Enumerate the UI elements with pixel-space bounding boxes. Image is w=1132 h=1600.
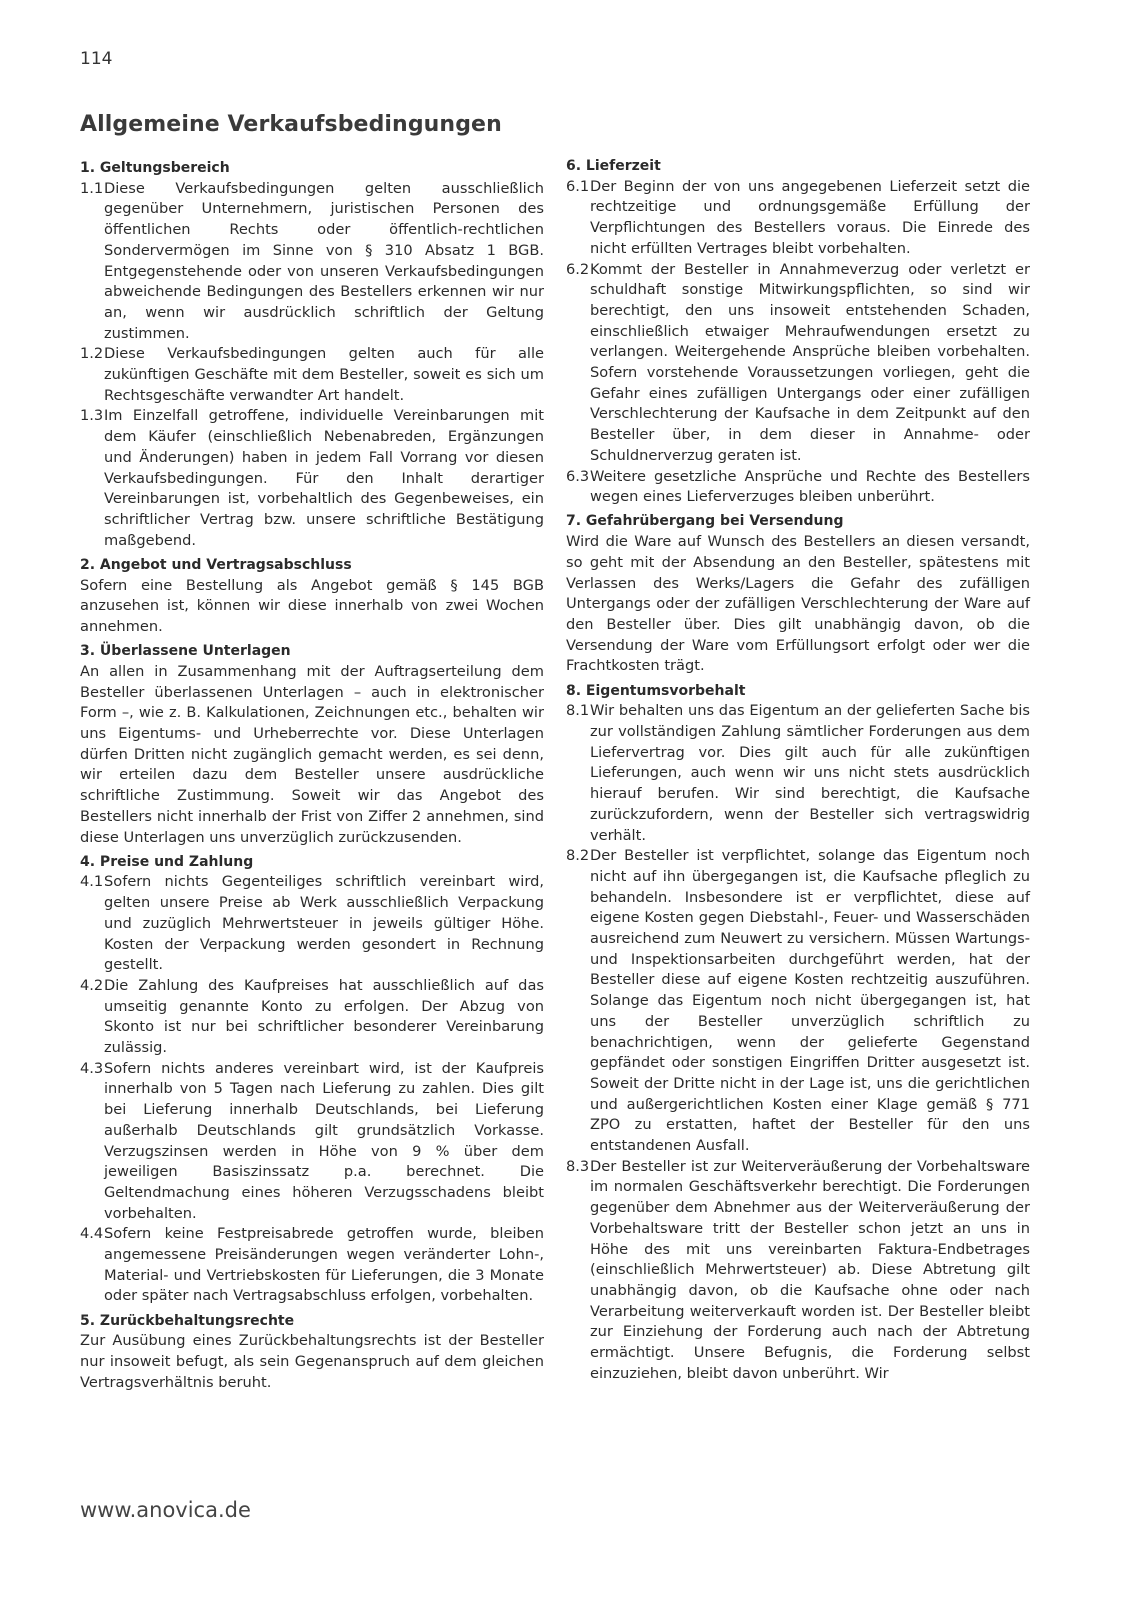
section-heading: 3. Überlassene Unterlagen — [80, 643, 291, 660]
clause — [80, 872, 544, 976]
clause-number: 6.2 — [566, 260, 590, 278]
section-paragraph: Wird die Ware auf Wunsch des Bestellers an diesen versandt, so geht mit der Absendung an den Besteller, spätestens mit Verlassen des Werks/Lagers die Gefahr des zufälligen Untergangs oder der zufälligen Verschlechterung der Ware auf den Besteller über. Dies gilt unabhängig davon, ob die Versendung der Ware vom Erfüllungsort erfolgt oder wer die Frachtkosten trägt. — [566, 533, 1030, 675]
section-heading: 7. Gefahrübergang bei Versendung — [566, 513, 844, 530]
section-heading: 8. Eigentumsvorbehalt — [566, 682, 746, 699]
clause-text: Sofern keine Festpreisabrede getroffen wurde, bleiben angemessene Preisänderungen wegen veränderter Lohn-, Material- und Vertriebskosten für Lieferungen, die 3 Monate oder später nach Vertragsabschluss erfolgen, vorbehalten. — [104, 1225, 544, 1305]
clause-text: Kommt der Besteller in Annahmeverzug oder verletzt er schuldhaft sonstige Mitwirkungspflichten, so sind wir berechtigt, den uns insoweit entstehenden Schaden, einschließlich etwaiger Mehraufwendungen ersetzt zu verlangen. Weitergehende Ansprüche bleiben vorbehalten. Sofern vorstehende Voraussetzungen vorliegen, geht die Gefahr eines zufälligen Untergangs oder einer zufälligen Verschlechterung der Kaufsache in dem Zeitpunkt auf den Besteller über, in dem dieser in Annahme- oder Schuldnerverzug geraten ist. — [590, 260, 1030, 464]
clause — [80, 344, 544, 406]
clause-text: Diese Verkaufsbedingungen gelten ausschließlich gegenüber Unternehmern, juristischen Personen des öffentlichen Rechts oder öffentlich-rechtlichen Sondervermögen im Sinne von § 310 Absatz 1 BGB. Entgegenstehende oder von unseren Verkaufsbedingungen abweichende Bedingungen des Bestellers erkennen wir nur an, wenn wir ausdrücklich schriftlich der Geltung zustimmen. — [104, 179, 544, 342]
clause-text: Sofern nichts Gegenteiliges schriftlich vereinbart wird, gelten unsere Preise ab Werk ausschließlich Verpackung und zuzüglich Mehrwertsteuer in jeweils gültiger Höhe. Kosten der Verpackung werden gesondert in Rechnung gestellt. — [104, 873, 544, 974]
clause-text: Der Besteller ist verpflichtet, solange das Eigentum noch nicht auf ihn übergegangen ist, die Kaufsache pfleglich zu behandeln. Insbesondere ist er verpflichtet, diese auf eigene Kosten gegen Diebstahl-, Feuer- und Wasserschäden ausreichend zum Neuwert zu versichern. Müssen Wartungs- und Inspektionsarbeiten durchgeführt werden, hat der Besteller diese auf eigene Kosten rechtzeitig auszuführen. Solange das Eigentum noch nicht übergegangen ist, hat uns der Besteller unverzüglich schriftlich zu benachrichtigen, wenn der gelieferte Gegenstand gepfändet oder sonstigen Eingriffen Dritter ausgesetzt ist. Soweit der Dritte nicht in der Lage ist, uns die gerichtlichen und außergerichtlichen Kosten einer Klage gemäß § 771 ZPO zu erstatten, haftet der Besteller für den uns entstandenen Ausfall. — [590, 847, 1030, 1155]
section-heading: 5. Zurückbehaltungsrechte — [80, 1312, 295, 1329]
clause — [566, 177, 1030, 260]
clause-number: 4.2 — [80, 976, 104, 994]
clause-text: Sofern nichts anderes vereinbart wird, ist der Kaufpreis innerhalb von 5 Tagen nach Lieferung zu zahlen. Dies gilt bei Lieferung innerhalb Deutschlands, bei Lieferung außerhalb Deutschlands gilt grundsätzlich Vorkasse. Verzugszinsen werden in Höhe von 9 % über dem jeweiligen Basiszinssatz p.a. berechnet. Die Geltendmachung eines höheren Verzugsschadens bleibt vorbehalten. — [104, 1059, 544, 1222]
document-title: Allgemeine Verkaufsbedingungen — [80, 112, 502, 137]
left-column — [80, 158, 544, 1397]
clause-number: 1.2 — [80, 345, 104, 363]
clause-text: Die Zahlung des Kaufpreises hat ausschließlich auf das umseitig genannte Konto zu erfolgen. Der Abzug von Skonto ist nur bei schriftlicher besonderer Vereinbarung zulässig. — [104, 976, 544, 1057]
footer-url: www.anovica.de — [80, 1498, 251, 1522]
section-preise — [80, 852, 544, 1307]
section-heading: 2. Angebot und Vertragsabschluss — [80, 556, 352, 573]
clause-number: 4.3 — [80, 1059, 104, 1077]
section-geltungsbereich — [80, 158, 544, 551]
clause — [80, 976, 544, 1059]
clause — [80, 179, 544, 345]
clause-text: Weitere gesetzliche Ansprüche und Rechte des Bestellers wegen eines Lieferverzuges bleiben unberührt. — [590, 467, 1030, 506]
section-zurueckbehaltung — [80, 1311, 544, 1394]
section-lieferzeit — [566, 156, 1030, 508]
clause — [566, 1157, 1030, 1385]
clause-text: Der Beginn der von uns angegebenen Lieferzeit setzt die rechtzeitige und ordnungsgemäße Erfüllung der Verpflichtungen des Bestellers voraus. Die Einrede des nicht erfüllten Vertrages bleibt vorbehalten. — [590, 177, 1030, 257]
section-unterlagen — [80, 641, 544, 848]
section-heading: 6. Lieferzeit — [566, 158, 661, 174]
section-angebot — [80, 555, 544, 638]
clause-number: 6.3 — [566, 467, 590, 485]
clause — [566, 846, 1030, 1157]
section-heading: 1. Geltungsbereich — [80, 160, 230, 176]
right-column — [566, 156, 1030, 1388]
section-eigentumsvorbehalt — [566, 681, 1030, 1385]
page-number: 114 — [80, 49, 113, 69]
section-gefahruebergang — [566, 511, 1030, 677]
clause-number: 8.2 — [566, 847, 590, 865]
clause-number: 1.3 — [80, 407, 104, 425]
clause-number: 1.1 — [80, 179, 104, 197]
section-paragraph: An allen in Zusammenhang mit der Auftragserteilung dem Besteller überlassenen Unterlagen – auch in elektronischer Form –, wie z. B. Kalkulationen, Zeichnungen etc., behalten wir uns Eigentums- und Urheberrechte vor. Diese Unterlagen dürfen Dritten nicht zugänglich gemacht werden, es sei denn, wir erteilen dazu dem Besteller unsere ausdrückliche schriftliche Zustimmung. Soweit wir das Angebot des Bestellers nicht innerhalb der Frist von Ziffer 2 annehmen, sind diese Unterlagen uns unverzüglich zurückzusenden. — [80, 662, 544, 846]
clause-number: 6.1 — [566, 177, 590, 195]
clause — [566, 701, 1030, 846]
section-paragraph: Zur Ausübung eines Zurückbehaltungsrechts ist der Besteller nur insoweit befugt, als sein Gegenanspruch auf dem gleichen Vertragsverhältnis beruht. — [80, 1332, 544, 1391]
section-heading: 4. Preise und Zahlung — [80, 853, 254, 870]
clause-text: Diese Verkaufsbedingungen gelten auch für alle zukünftigen Geschäfte mit dem Besteller, soweit es sich um Rechtsgeschäfte verwandter Art handelt. — [104, 345, 544, 404]
clause — [566, 260, 1030, 467]
clause-number: 8.3 — [566, 1157, 590, 1175]
section-paragraph: Sofern eine Bestellung als Angebot gemäß § 145 BGB anzusehen ist, können wir diese innerhalb von zwei Wochen annehmen. — [80, 576, 544, 635]
clause-text: Wir behalten uns das Eigentum an der gelieferten Sache bis zur vollständigen Zahlung sämtlicher Forderungen aus dem Liefervertrag vor. Dies gilt auch für alle zukünftigen Lieferungen, auch wenn wir uns nicht stets ausdrücklich hierauf berufen. Wir sind berechtigt, die Kaufsache zurückzufordern, wenn der Besteller sich vertragswidrig verhält. — [590, 702, 1030, 844]
clause — [80, 1224, 544, 1307]
clause — [80, 406, 544, 551]
clause-number: 4.1 — [80, 873, 104, 891]
clause-number: 8.1 — [566, 702, 590, 720]
clause-text: Der Besteller ist zur Weiterveräußerung der Vorbehaltsware im normalen Geschäftsverkehr berechtigt. Die Forderungen gegenüber dem Abnehmer aus der Weiterveräußerung der Vorbehaltsware tritt der Besteller schon jetzt an uns in Höhe des mit uns vereinbarten Faktura-Endbetrages (einschließlich Mehrwertsteuer) ab. Diese Abtretung gilt unabhängig davon, ob die Kaufsache ohne oder nach Verarbeitung weiterverkauft worden ist. Der Besteller bleibt zur Einziehung der Forderung auch nach der Abtretung ermächtigt. Unsere Befugnis, die Forderung selbst einzuziehen, bleibt davon unberührt. Wir — [590, 1157, 1030, 1382]
clause — [566, 467, 1030, 508]
clause — [80, 1059, 544, 1225]
clause-text: Im Einzelfall getroffene, individuelle Vereinbarungen mit dem Käufer (einschließlich Nebenabreden, Ergänzungen und Änderungen) haben in jedem Fall Vorrang vor diesen Verkaufsbedingungen. Für den Inhalt derartiger Vereinbarungen ist, vorbehaltlich des Gegenbeweises, ein schriftlicher Vertrag bzw. unsere schriftliche Bestätigung maßgebend. — [104, 407, 544, 549]
clause-number: 4.4 — [80, 1225, 104, 1243]
